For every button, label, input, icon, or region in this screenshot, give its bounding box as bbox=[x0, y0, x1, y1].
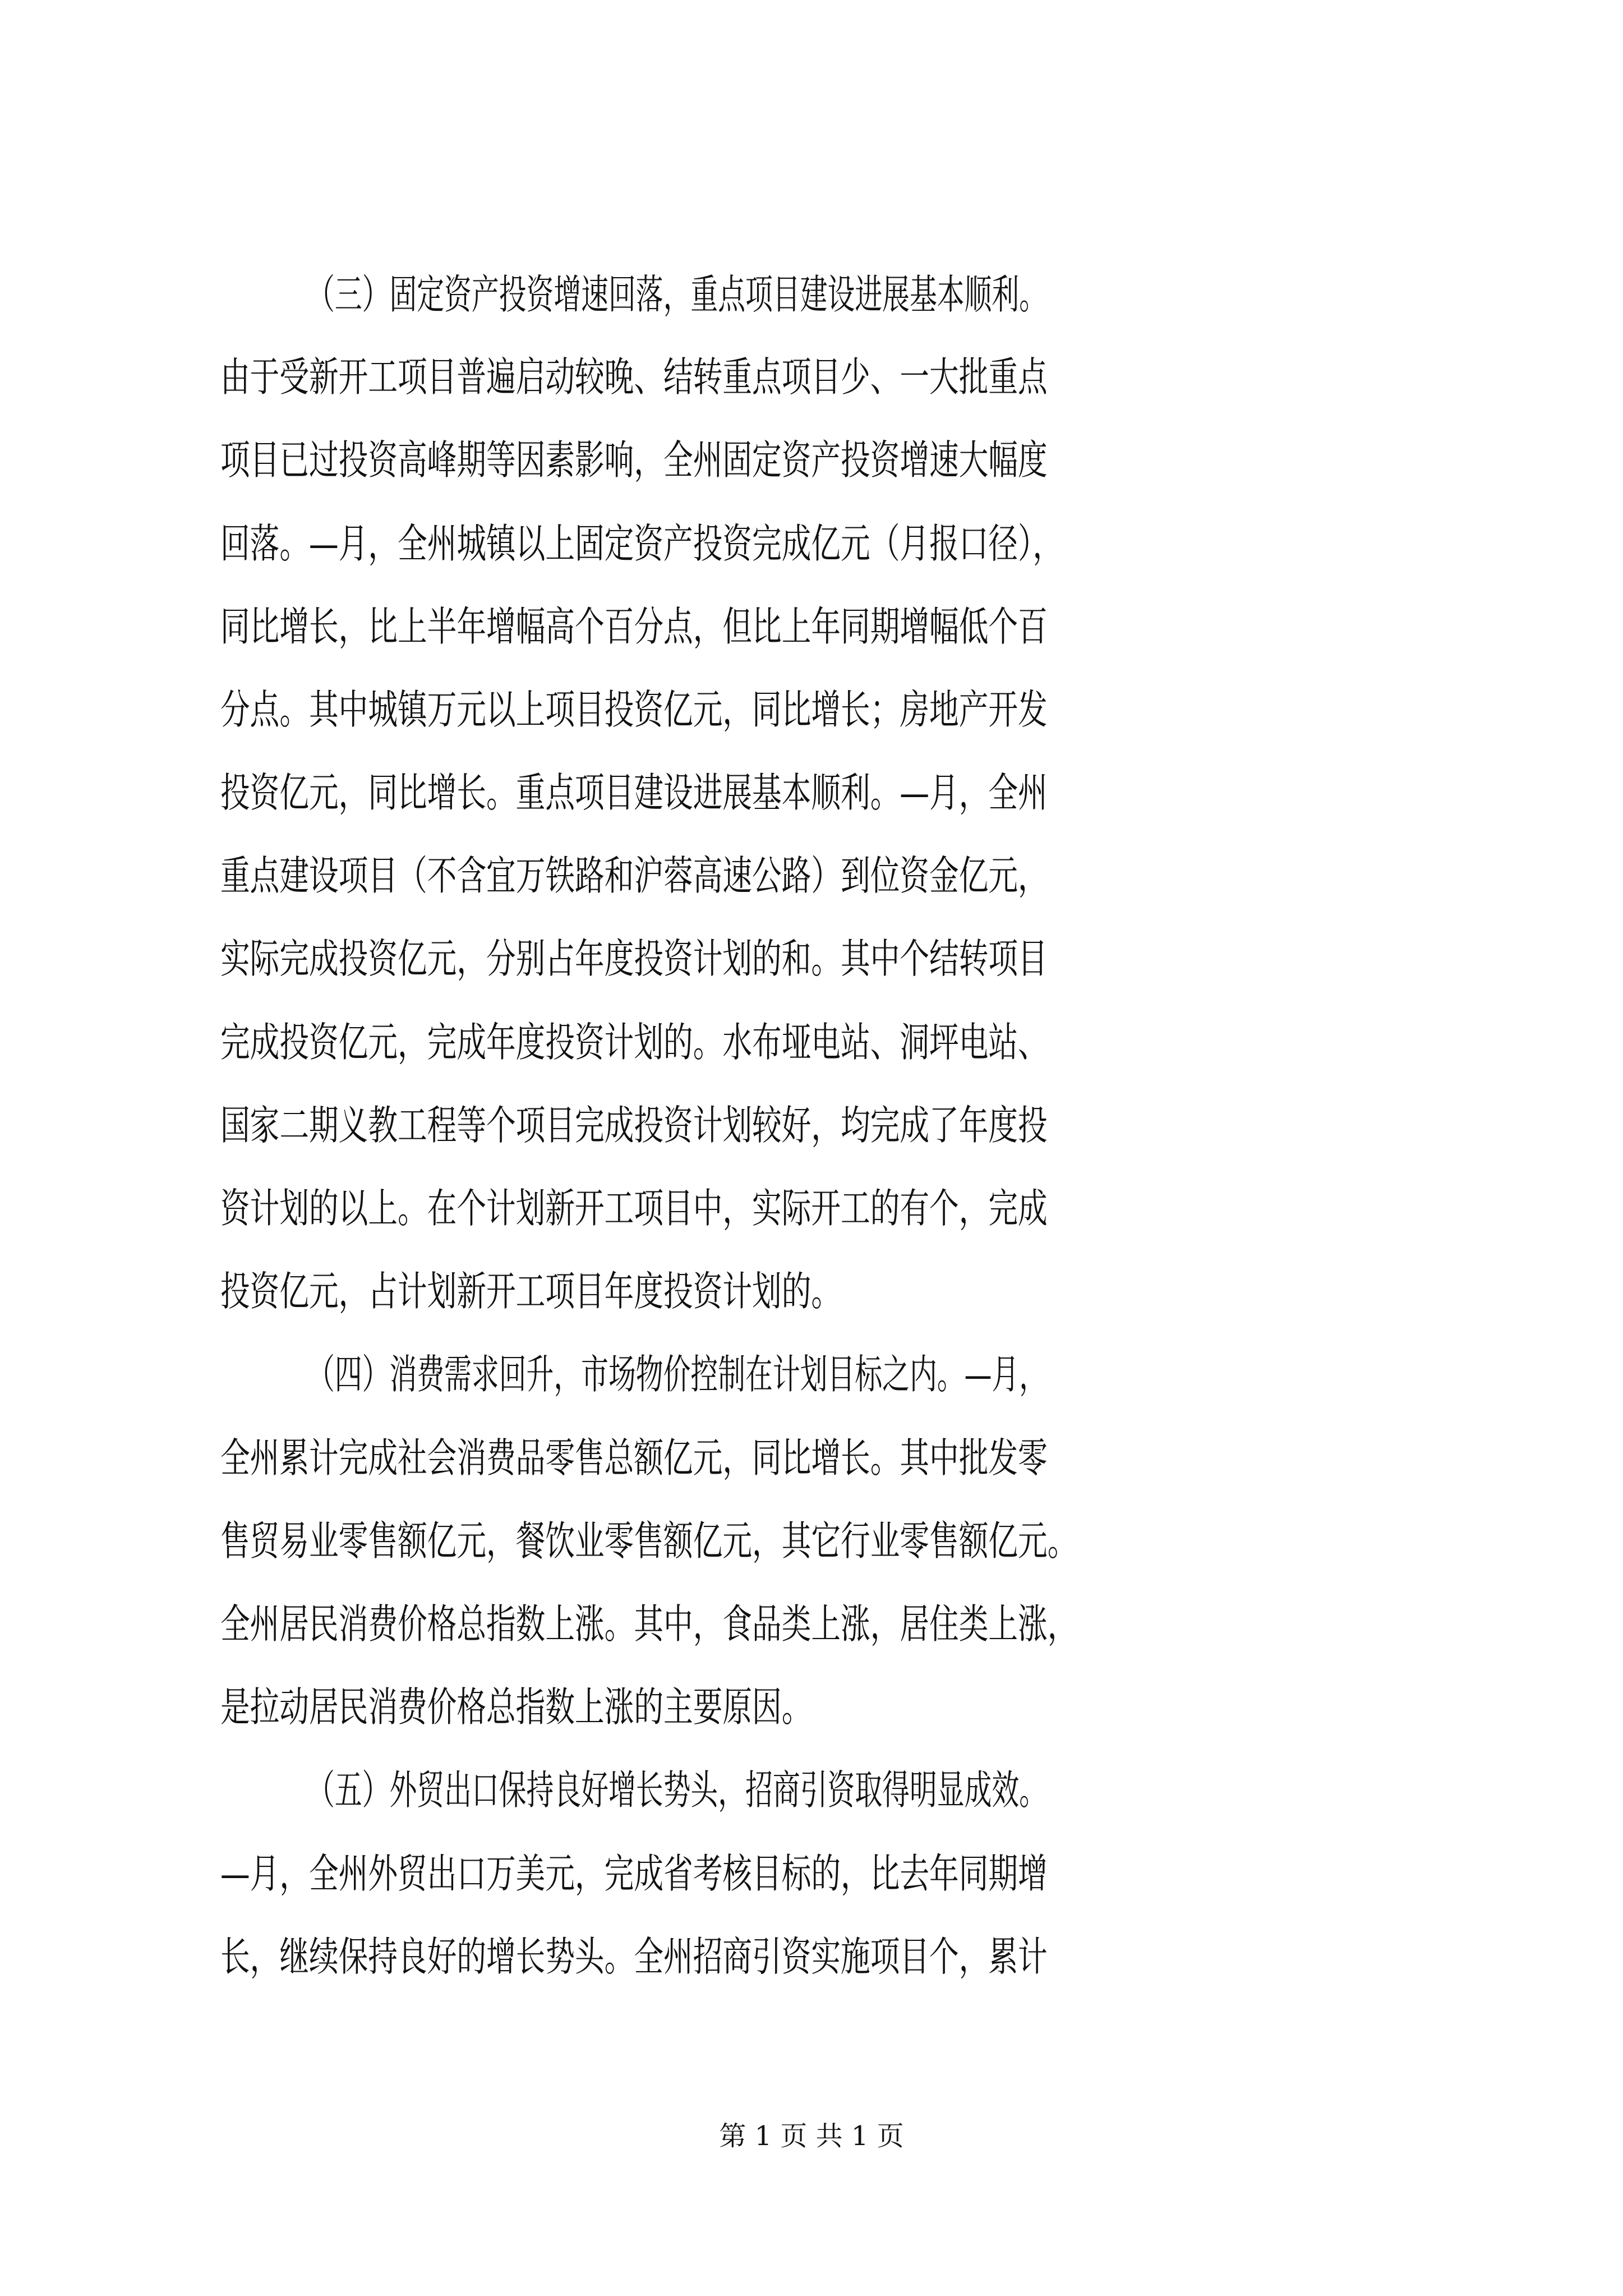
text-line: 国家二期义教工程等个项目完成投资计划较好，均完成了年度投 bbox=[220, 1102, 1048, 1149]
text-line: 实际完成投资亿元，分别占年度投资计划的和。其中个结转项目 bbox=[220, 935, 1048, 982]
text-line: 是拉动居民消费价格总指数上涨的主要原因。 bbox=[220, 1683, 811, 1731]
text-line: 回落。—月，全州城镇以上固定资产投资完成亿元（月报口径）， bbox=[220, 520, 1063, 567]
text-line: 完成投资亿元，完成年度投资计划的。水布垭电站、洞坪电站、 bbox=[220, 1019, 1048, 1066]
text-line: 全州累计完成社会消费品零售总额亿元，同比增长。其中批发零 bbox=[220, 1434, 1048, 1481]
text-line: 长，继续保持良好的增长势头。全州招商引资实施项目个，累计 bbox=[220, 1933, 1048, 1980]
text-line: （四）消费需求回升，市场物价控制在计划目标之内。—月， bbox=[307, 1351, 1047, 1398]
text-line: 由于受新开工项目普遍启动较晚、结转重点项目少、一大批重点 bbox=[220, 353, 1048, 401]
page-footer: 第 1 页 共 1 页 bbox=[719, 2120, 904, 2152]
text-line: 资计划的以上。在个计划新开工项目中，实际开工的有个，完成 bbox=[220, 1185, 1048, 1232]
text-line: 项目已过投资高峰期等因素影响，全州固定资产投资增速大幅度 bbox=[220, 436, 1048, 484]
text-line: 投资亿元，占计划新开工项目年度投资计划的。 bbox=[220, 1268, 841, 1315]
text-line: 重点建设项目（不含宜万铁路和沪蓉高速公路）到位资金亿元， bbox=[220, 852, 1048, 899]
text-line: 全州居民消费价格总指数上涨。其中，食品类上涨，居住类上涨， bbox=[220, 1600, 1077, 1648]
text-line: 同比增长，比上半年增幅高个百分点，但比上年同期增幅低个百 bbox=[220, 603, 1048, 650]
text-line: （三）固定资产投资增速回落，重点项目建设进展基本顺利。 bbox=[307, 271, 1047, 318]
text-line: 分点。其中城镇万元以上项目投资亿元，同比增长；房地产开发 bbox=[220, 686, 1048, 733]
text-line: —月，全州外贸出口万美元，完成省考核目标的，比去年同期增 bbox=[220, 1850, 1048, 1897]
text-line: 投资亿元，同比增长。重点项目建设进展基本顺利。—月，全州 bbox=[220, 769, 1048, 816]
text-line: （五）外贸出口保持良好增长势头，招商引资取得明显成效。 bbox=[307, 1766, 1047, 1814]
text-line: 售贸易业零售额亿元，餐饮业零售额亿元，其它行业零售额亿元。 bbox=[220, 1517, 1077, 1565]
